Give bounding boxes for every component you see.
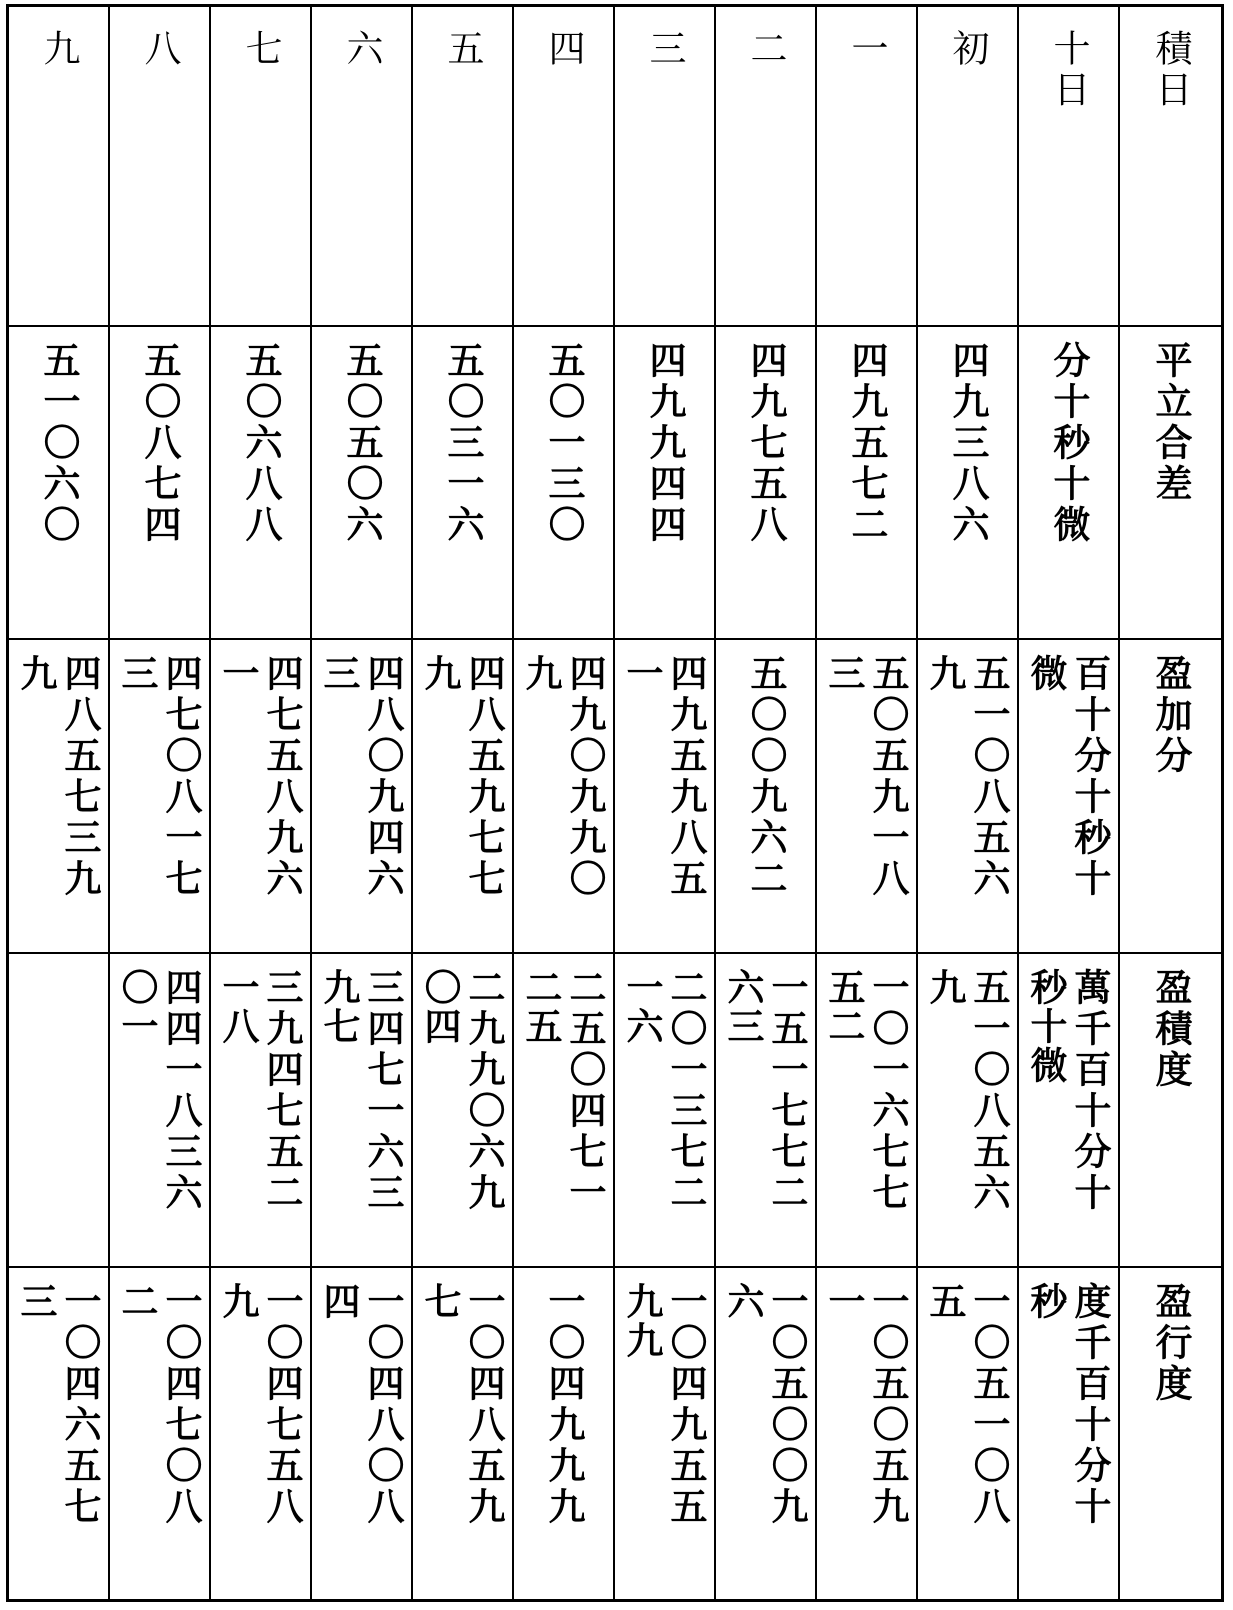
cell-remainder: 一 xyxy=(620,654,663,693)
cell-remainder: 三 xyxy=(317,654,360,693)
cell-remainder: 九 xyxy=(923,654,966,693)
cell-value: 四七五八九六 xyxy=(260,654,303,900)
table-cell xyxy=(514,327,615,640)
table-cell xyxy=(716,954,817,1268)
cell-value: 初 xyxy=(946,29,989,70)
cell-value: 二五〇四七一 xyxy=(563,968,606,1214)
cell-value: 一〇四九九九 xyxy=(542,1282,585,1528)
table-cell xyxy=(312,1268,413,1599)
table-cell xyxy=(211,1268,312,1599)
column-header-cell xyxy=(918,7,1019,327)
cell-value: 四四一八三六 xyxy=(159,968,202,1214)
table-cell xyxy=(817,1268,918,1599)
table-cell xyxy=(413,640,514,954)
cell-value: 五〇三一六 xyxy=(441,341,484,546)
cell-value: 五〇一三〇 xyxy=(542,341,585,546)
row-label-cell xyxy=(1120,7,1221,327)
column-header-cell xyxy=(1019,7,1120,327)
cell-remainder: 〇四 xyxy=(418,968,461,1046)
cell-remainder: 二五 xyxy=(519,968,562,1046)
cell-value: 五〇五九一八 xyxy=(866,654,909,900)
table-cell xyxy=(716,640,817,954)
cell-value: 萬千百十分十 xyxy=(1068,968,1111,1214)
cell-value: 四七〇八一七 xyxy=(159,654,202,900)
column-header-cell xyxy=(110,7,211,327)
cell-value: 四九五九八五 xyxy=(664,654,707,900)
cell-value: 八 xyxy=(138,29,181,70)
table-cell xyxy=(413,1268,514,1599)
cell-remainder: 九 xyxy=(14,654,57,693)
cell-value: 五一〇六〇 xyxy=(37,341,80,546)
table-cell xyxy=(312,954,413,1268)
ephemeris-table xyxy=(6,4,1224,1602)
column-header-cell xyxy=(817,7,918,327)
table-cell xyxy=(9,954,110,1268)
cell-value: 平立合差 xyxy=(1149,341,1192,505)
cell-remainder: 五 xyxy=(923,1282,966,1321)
table-cell xyxy=(9,327,110,640)
table-cell xyxy=(918,640,1019,954)
table-cell xyxy=(1019,327,1120,640)
cell-value: 二〇一三七二 xyxy=(664,968,707,1214)
table-cell xyxy=(918,1268,1019,1599)
table-cell xyxy=(9,1268,110,1599)
cell-remainder: 九 xyxy=(418,654,461,693)
cell-value: 二九九〇六九 xyxy=(462,968,505,1214)
cell-remainder: 七 xyxy=(418,1282,461,1321)
table-cell xyxy=(110,327,211,640)
cell-value: 二 xyxy=(744,29,787,70)
cell-value: 百十分十秒十 xyxy=(1068,654,1111,900)
cell-remainder: 三 xyxy=(822,654,865,693)
cell-value: 一〇四八五九 xyxy=(462,1282,505,1528)
cell-value: 盈行度 xyxy=(1149,1282,1192,1405)
cell-remainder: 九九 xyxy=(620,1282,663,1360)
table-cell xyxy=(514,640,615,954)
cell-value: 分十秒十微 xyxy=(1047,341,1090,546)
cell-value: 三 xyxy=(643,29,686,70)
cell-remainder: 一六 xyxy=(620,968,663,1046)
table-cell xyxy=(110,1268,211,1599)
cell-remainder: 秒十微 xyxy=(1024,968,1067,1085)
cell-value: 四 xyxy=(542,29,585,70)
table-cell xyxy=(817,327,918,640)
cell-value: 六 xyxy=(340,29,383,70)
cell-value: 盈加分 xyxy=(1149,654,1192,777)
cell-value: 四八〇九四六 xyxy=(361,654,404,900)
cell-remainder: 微 xyxy=(1024,654,1067,693)
cell-remainder: 六 xyxy=(721,1282,764,1321)
table-cell xyxy=(716,1268,817,1599)
cell-value: 九 xyxy=(37,29,80,70)
column-header-cell xyxy=(716,7,817,327)
cell-value: 三九四七五二 xyxy=(260,968,303,1214)
row-label-cell xyxy=(1120,1268,1221,1599)
cell-value: 四九九四四 xyxy=(643,341,686,546)
cell-remainder: 一 xyxy=(822,1282,865,1321)
cell-remainder: 六三 xyxy=(721,968,764,1046)
cell-value: 五一〇八五六 xyxy=(967,968,1010,1214)
table-cell xyxy=(1019,954,1120,1268)
table-cell xyxy=(312,640,413,954)
cell-value: 一〇四六五七 xyxy=(58,1282,101,1528)
table-cell xyxy=(211,327,312,640)
cell-value: 一〇四七〇八 xyxy=(159,1282,202,1528)
cell-value: 五〇五〇六 xyxy=(340,341,383,546)
table-cell xyxy=(312,327,413,640)
table-cell xyxy=(514,1268,615,1599)
table-cell xyxy=(110,640,211,954)
cell-value: 五〇八七四 xyxy=(138,341,181,546)
cell-remainder: 〇一 xyxy=(115,968,158,1046)
cell-value: 四九七五八 xyxy=(744,341,787,546)
cell-value: 四八五七三九 xyxy=(58,654,101,900)
cell-value: 一〇四八〇八 xyxy=(361,1282,404,1528)
table-cell xyxy=(1019,1268,1120,1599)
row-label-cell xyxy=(1120,327,1221,640)
column-header-cell xyxy=(615,7,716,327)
cell-remainder: 四 xyxy=(317,1282,360,1321)
table-cell xyxy=(211,954,312,1268)
cell-remainder: 九七 xyxy=(317,968,360,1046)
cell-remainder: 九 xyxy=(216,1282,259,1321)
cell-value: 五〇六八八 xyxy=(239,341,282,546)
table-cell xyxy=(1019,640,1120,954)
cell-value: 四九〇九九〇 xyxy=(563,654,606,900)
column-header-cell xyxy=(211,7,312,327)
cell-value: 度千百十分十 xyxy=(1068,1282,1111,1528)
cell-value: 一〇五〇五九 xyxy=(866,1282,909,1528)
row-label-cell xyxy=(1120,640,1221,954)
cell-value: 一〇一六七七 xyxy=(866,968,909,1214)
row-label-cell xyxy=(1120,954,1221,1268)
cell-value: 五一〇八五六 xyxy=(967,654,1010,900)
column-header-cell xyxy=(514,7,615,327)
cell-value: 積日 xyxy=(1149,29,1192,111)
table-cell xyxy=(615,327,716,640)
cell-value: 五〇〇九六二 xyxy=(744,654,787,900)
cell-value: 盈積度 xyxy=(1149,968,1192,1091)
cell-remainder: 二 xyxy=(115,1282,158,1321)
cell-value: 七 xyxy=(239,29,282,70)
cell-value: 一〇四九五五 xyxy=(664,1282,707,1528)
cell-remainder: 三 xyxy=(115,654,158,693)
table-cell xyxy=(615,640,716,954)
cell-value: 四九五七二 xyxy=(845,341,888,546)
table-cell xyxy=(817,954,918,1268)
column-header-cell xyxy=(9,7,110,327)
cell-value: 一〇五一〇八 xyxy=(967,1282,1010,1528)
cell-remainder: 五二 xyxy=(822,968,865,1046)
cell-value: 一 xyxy=(845,29,888,70)
column-header-cell xyxy=(312,7,413,327)
cell-remainder: 九 xyxy=(923,968,966,1007)
cell-remainder: 秒 xyxy=(1024,1282,1067,1321)
table-cell xyxy=(716,327,817,640)
cell-value: 四九三八六 xyxy=(946,341,989,546)
cell-remainder: 一八 xyxy=(216,968,259,1046)
table-cell xyxy=(9,640,110,954)
table-cell xyxy=(918,327,1019,640)
cell-value: 三四七一六三 xyxy=(361,968,404,1214)
cell-remainder: 一 xyxy=(216,654,259,693)
table-cell xyxy=(615,954,716,1268)
table-cell xyxy=(817,640,918,954)
column-header-cell xyxy=(413,7,514,327)
table-cell xyxy=(615,1268,716,1599)
table-cell xyxy=(413,327,514,640)
cell-value: 四八五九七七 xyxy=(462,654,505,900)
table-cell xyxy=(514,954,615,1268)
cell-remainder: 九 xyxy=(519,654,562,693)
cell-value: 十日 xyxy=(1047,29,1090,111)
cell-value: 五 xyxy=(441,29,484,70)
cell-value: 一五一七七二 xyxy=(765,968,808,1214)
table-cell xyxy=(413,954,514,1268)
table-cell xyxy=(110,954,211,1268)
table-cell xyxy=(211,640,312,954)
cell-remainder: 三 xyxy=(14,1282,57,1321)
table-cell xyxy=(918,954,1019,1268)
cell-value: 一〇五〇〇九 xyxy=(765,1282,808,1528)
cell-value: 一〇四七五八 xyxy=(260,1282,303,1528)
